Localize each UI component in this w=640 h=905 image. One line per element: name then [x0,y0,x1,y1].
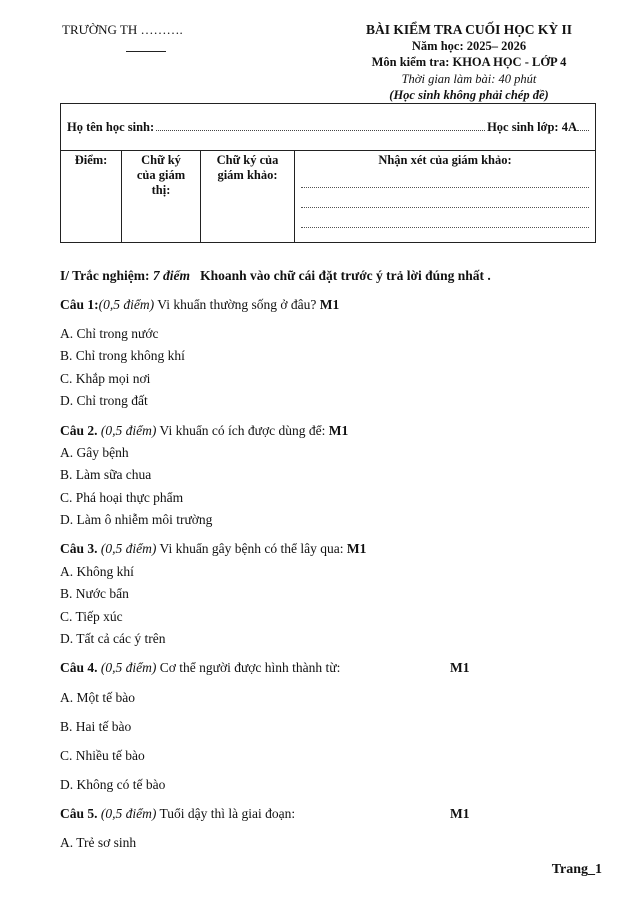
exam-title: BÀI KIỂM TRA CUỐI HỌC KỲ II [365,22,573,37]
school-year: Năm học: 2025– 2026 [411,39,527,53]
question-4 [60,660,340,676]
question-points: (0,5 điểm) [100,541,157,556]
question-level: M1 [346,541,367,556]
score-cell[interactable] [61,151,122,243]
option[interactable]: D. Làm ô nhiễm môi trường [60,512,213,527]
question-level: M1 [450,660,470,675]
question-points: (0,5 điểm) [98,297,155,312]
subject-text: Môn kiểm tra: KHOA HỌC - LỚP 4 [371,55,567,69]
option[interactable]: B. Hai tế bào [60,719,132,734]
proctor-signature-label: Chữ ký của giám thị: [136,153,186,197]
option[interactable]: D. Chỉ trong đất [60,393,148,408]
examiner-signature-label: Chữ ký của giám khảo: [216,153,279,182]
question-text: Vi khuẩn gây bệnh có thể lây qua: [156,541,344,556]
question-5 [60,806,295,822]
question-number: Câu 5. [60,806,98,821]
option[interactable]: A. Trẻ sơ sinh [60,835,137,850]
name-cell [61,104,596,151]
question-text: Cơ thể người được hình thành từ: [156,660,341,675]
score-label: Điểm: [74,153,108,167]
question-level: M1 [328,423,349,438]
option[interactable]: B. Chỉ trong không khí [60,348,185,363]
student-name-label: Họ tên học sinh: [67,119,155,134]
option[interactable]: D. Tất cả các ý trên [60,631,166,646]
student-info-table [60,103,596,243]
option[interactable]: D. Không có tế bào [60,777,166,792]
class-label: Học sinh lớp: 4A [487,119,577,134]
section-heading [60,268,491,284]
class-field[interactable] [577,120,589,131]
question-text: Vi khuẩn thường sống ở đâu? [154,297,317,312]
question-2 [60,423,348,439]
subject [330,55,608,70]
option[interactable]: A. Chỉ trong nước [60,326,159,341]
option[interactable]: A. Một tế bào [60,690,135,705]
student-name-field[interactable] [156,120,485,131]
comment-line-1[interactable] [301,174,589,188]
comment-cell[interactable] [295,151,596,243]
question-number: Câu 4. [60,660,98,675]
duration: Thời gian làm bài: 40 phút [401,72,537,86]
option[interactable]: C. Nhiều tế bào [60,748,145,763]
question-level: M1 [450,806,470,821]
option[interactable]: C. Phá hoại thực phẩm [60,490,184,505]
section-instruction: Khoanh vào chữ cái đặt trước ý trả lời đúng nhất . [200,268,491,283]
question-1 [60,297,339,313]
option[interactable]: A. Không khí [60,564,134,579]
question-text: Tuổi dậy thì là giai đoạn: [156,806,296,821]
comment-line-2[interactable] [301,194,589,208]
school-name: TRƯỜNG TH ………. [62,22,183,37]
question-3 [60,541,366,557]
proctor-signature-cell[interactable] [122,151,201,243]
option[interactable]: B. Nước bẩn [60,586,129,601]
question-text: Vi khuẩn có ích được dùng để: [156,423,326,438]
question-points: (0,5 điểm) [100,423,157,438]
option[interactable]: C. Tiếp xúc [60,609,123,624]
question-points: (0,5 điểm) [100,806,157,821]
question-number: Câu 1: [60,297,99,312]
question-number: Câu 3. [60,541,98,556]
question-number: Câu 2. [60,423,98,438]
option[interactable]: B. Làm sữa chua [60,467,152,482]
option[interactable]: C. Khắp mọi nơi [60,371,151,386]
comment-line-3[interactable] [301,214,589,228]
option[interactable]: A. Gây bệnh [60,445,129,460]
copy-note: (Học sinh không phải chép đề) [389,88,549,102]
section-prefix: I/ Trắc nghiệm: [60,268,150,283]
question-level: M1 [319,297,340,312]
section-points: 7 điểm [152,268,190,283]
school-underline [126,51,166,52]
examiner-signature-cell[interactable] [201,151,295,243]
comment-label: Nhận xét của giám khảo: [378,153,512,167]
page-number: Trang_1 [551,862,602,877]
question-points: (0,5 điểm) [100,660,157,675]
